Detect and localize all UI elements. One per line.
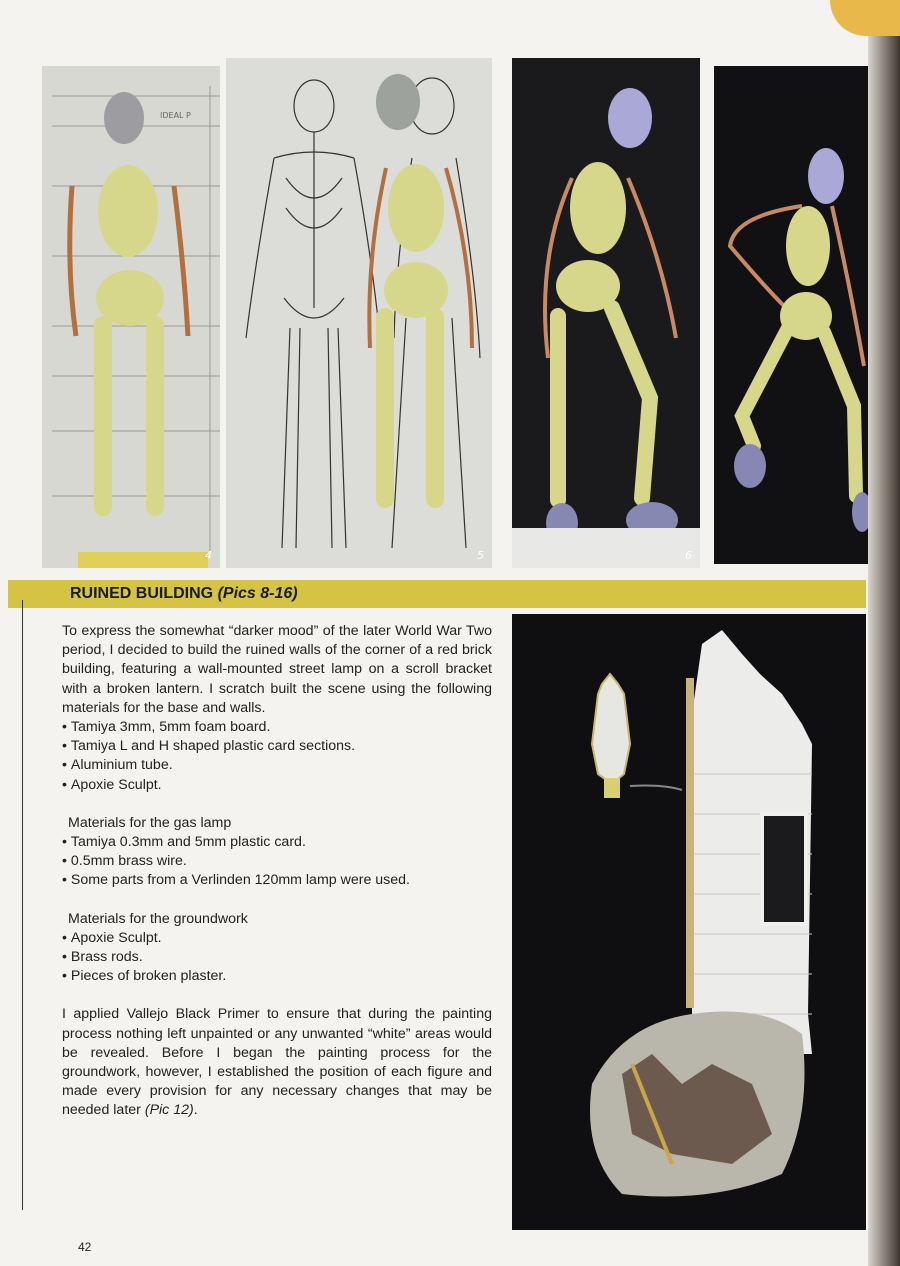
intro-paragraph: To express the somewhat “darker mood” of the later World War Two period, I decided to build the ruined walls of the corner of a red brick building, featuring a wall-mounted street lamp on a scroll bracket with a broken lantern. I scratch built the scene using the following materials for the base and walls. [62, 623, 492, 716]
article-body [62, 622, 492, 1121]
list-item: • Some parts from a Verlinden 120mm lamp were used. [62, 871, 492, 890]
ground-materials-list [62, 929, 492, 987]
armature-standing-illustration [512, 58, 700, 568]
anatomy-drawing-illustration [226, 58, 492, 568]
list-item: • Brass rods. [62, 948, 492, 967]
pic-reference: (Pic 12) [144, 1102, 194, 1119]
photo-number: 6 [685, 549, 692, 562]
book-spine-fold [868, 0, 900, 1266]
list-item: • Tamiya 0.3mm and 5mm plastic card. [62, 833, 492, 852]
photo-anatomy-drawing [226, 58, 492, 568]
armature-posed-illustration [714, 66, 878, 564]
section-banner [8, 580, 866, 608]
photo-number: 5 [477, 549, 484, 562]
list-item: • Apoxie Sculpt. [62, 776, 492, 795]
photo-armature-posed [714, 66, 878, 564]
photo-armature-standing [512, 58, 700, 568]
base-materials-list [62, 718, 492, 795]
armature-chart-illustration [42, 66, 220, 568]
lamp-materials-heading: Materials for the gas lamp [68, 814, 232, 831]
list-item: • Tamiya 3mm, 5mm foam board. [62, 718, 492, 737]
photo-ruined-building [512, 614, 866, 1230]
margin-rule [22, 600, 23, 1210]
ruined-building-illustration [512, 614, 866, 1230]
list-item: • Pieces of broken plaster. [62, 967, 492, 986]
list-item: • Tamiya L and H shaped plastic card sections. [62, 737, 492, 756]
photo-number: 4 [205, 549, 212, 562]
list-item: • Aluminium tube. [62, 756, 492, 775]
page-number: 42 [78, 1240, 92, 1254]
section-title: RUINED BUILDING (Pics 8-16) [70, 585, 298, 602]
ground-materials-heading: Materials for the groundwork [68, 910, 248, 927]
lamp-materials-list [62, 833, 492, 891]
list-item: • Apoxie Sculpt. [62, 929, 492, 948]
photo-armature-on-chart [42, 66, 220, 568]
section-subtitle: (Pics 8-16) [217, 585, 298, 602]
closing-paragraph: I applied Vallejo Black Primer to ensure that during the painting process nothing left unpainted or any unwanted “white” areas would be revealed. Before I began the painting process for the groundwork, however, I established the position of each figure and made every provision for any necessary changes that may be needed later (Pic 12). [62, 1006, 492, 1119]
list-item: • 0.5mm brass wire. [62, 852, 492, 871]
svg-text:IDEAL P: IDEAL P [160, 111, 191, 120]
